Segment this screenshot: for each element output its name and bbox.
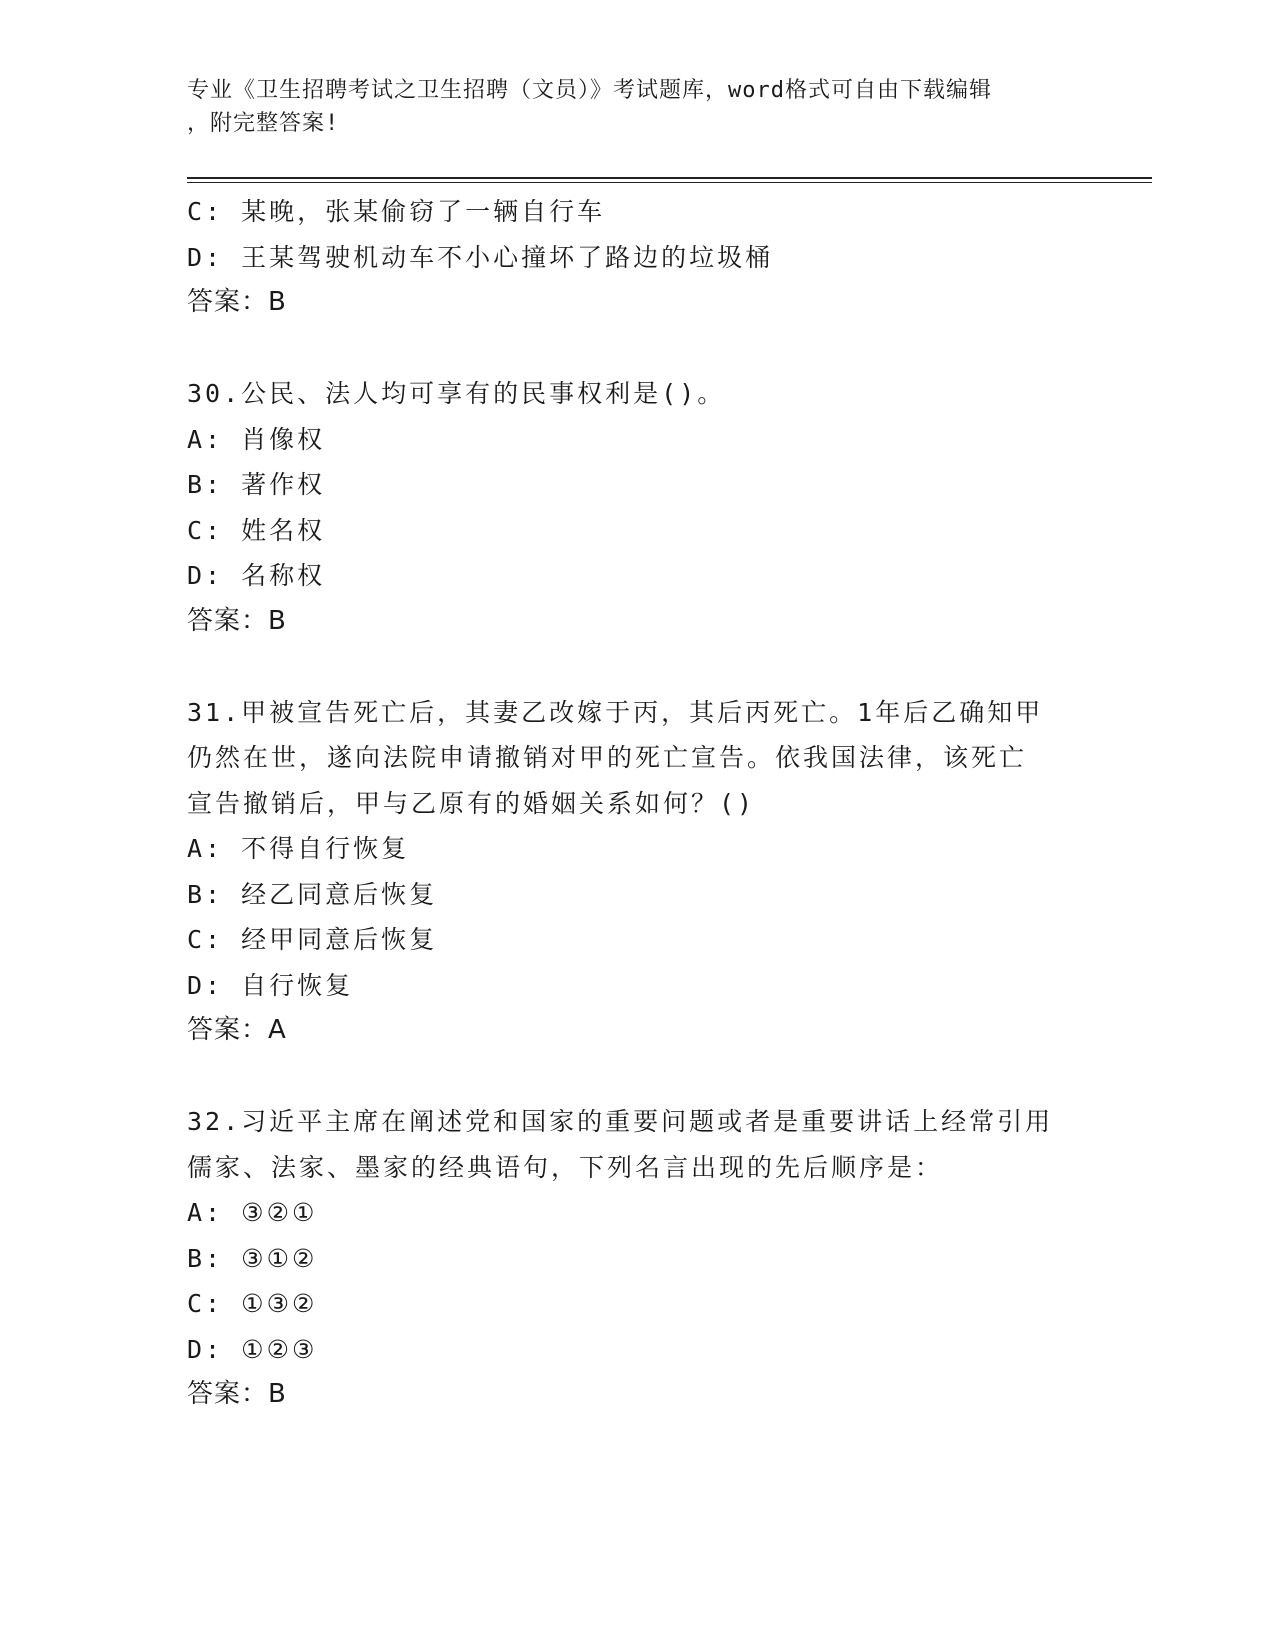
question-31 — [187, 690, 1087, 1054]
option-a: A: 肖像权 — [187, 424, 326, 454]
answer-line: 答案：B — [187, 287, 287, 317]
question-text: 32.习近平主席在阐述党和国家的重要问题或者是重要讲话上经常引用 — [187, 1107, 1054, 1136]
answer-line: 答案：B — [187, 1379, 287, 1409]
header-divider-bottom — [187, 182, 1152, 183]
question-text: 宣告撤销后，甲与乙原有的婚姻关系如何？() — [187, 788, 756, 818]
option-c: C: ①③② — [187, 1289, 318, 1318]
option-a: A: ③②① — [187, 1198, 318, 1227]
option-b: B: 经乙同意后恢复 — [187, 879, 438, 909]
option-d: D: 自行恢复 — [187, 970, 354, 1000]
spacer — [187, 326, 1087, 372]
question-text: 儒家、法家、墨家的经典语句，下列名言出现的先后顺序是： — [187, 1152, 944, 1182]
question-32 — [187, 1099, 1087, 1418]
question-text: 仍然在世，遂向法院申请撤销对甲的死亡宣告。依我国法律，该死亡 — [187, 743, 1028, 772]
option-d: D: ①②③ — [187, 1334, 318, 1364]
question-text: 31.甲被宣告死亡后，其妻乙改嫁于丙，其后丙死亡。1年后乙确知甲 — [187, 697, 1044, 727]
header-line-2: ，附完整答案! — [187, 111, 340, 136]
option-c: C: 经甲同意后恢复 — [187, 925, 438, 954]
header-divider-top — [187, 177, 1152, 179]
option-a: A: 不得自行恢复 — [187, 834, 410, 863]
option-b: B: ③①② — [187, 1243, 318, 1273]
option-d: D: 王某驾驶机动车不小心撞坏了路边的垃圾桶 — [187, 242, 774, 272]
spacer — [187, 1054, 1087, 1100]
option-b: B: 著作权 — [187, 470, 326, 499]
previous-question-continuation — [187, 189, 1087, 326]
header-line-1: 专业《卫生招聘考试之卫生招聘（文员）》考试题库，word格式可自由下载编辑 — [187, 78, 992, 103]
document-header — [187, 74, 1067, 140]
option-d: D: 名称权 — [187, 561, 326, 590]
option-c: C: 姓名权 — [187, 515, 326, 545]
question-30 — [187, 371, 1087, 644]
document-body — [187, 189, 1087, 1418]
option-c: C: 某晚，张某偷窃了一辆自行车 — [187, 197, 606, 226]
answer-line: 答案：B — [187, 605, 287, 636]
question-text: 30.公民、法人均可享有的民事权利是()。 — [187, 379, 726, 408]
answer-line: 答案：A — [187, 1015, 287, 1045]
spacer — [187, 644, 1087, 690]
